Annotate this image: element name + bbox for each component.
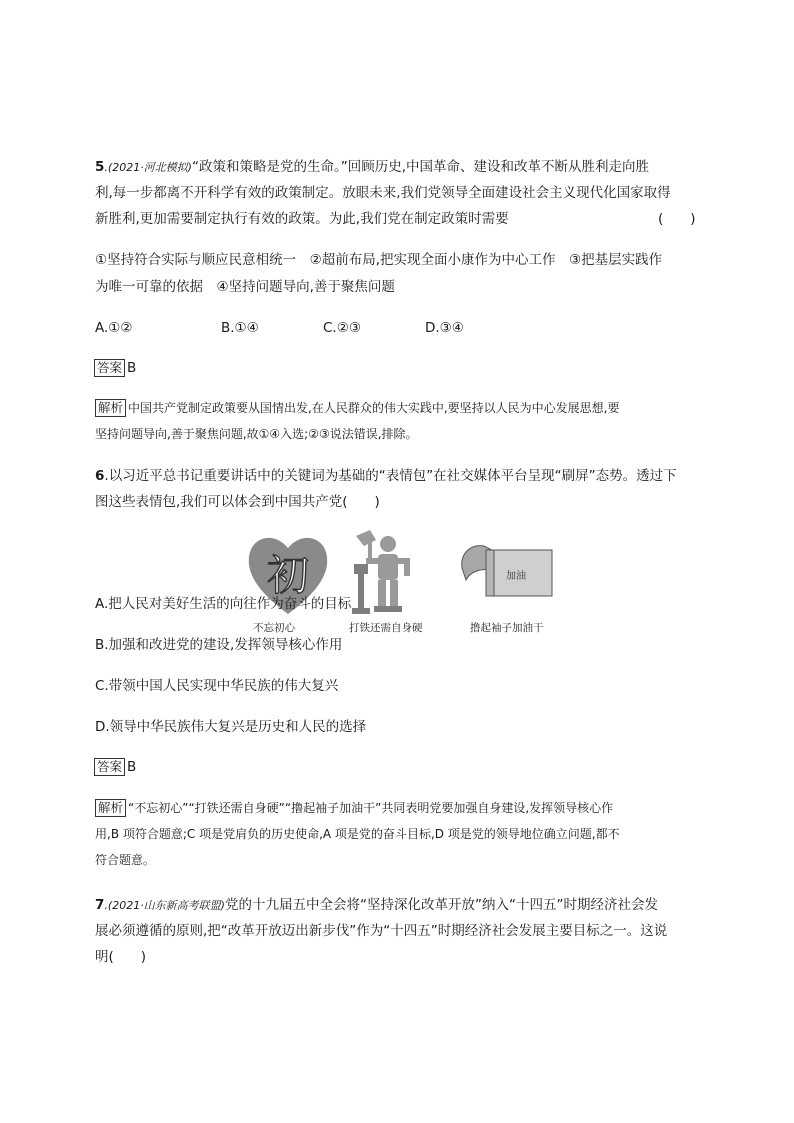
q5-stem-1: “政策和策略是党的生命。”回顾历史,中国革命、建设和改革不断从胜利走向胜 xyxy=(191,159,650,175)
q6-line-1 xyxy=(95,466,677,486)
explanation-label: 解析 xyxy=(95,799,126,817)
explanation-label: 解析 xyxy=(95,399,126,417)
jiayou-text: 加油 xyxy=(506,571,526,582)
q6-number: 6 xyxy=(95,468,105,484)
q6-explanation-3: 符合题意。 xyxy=(95,853,156,867)
q6-answer xyxy=(94,757,136,777)
q5-source: .(2021·河北模拟) xyxy=(104,161,192,174)
blacksmith-icon xyxy=(352,530,410,614)
image-caption-3: 撸起袖子加油干 xyxy=(470,622,544,634)
q7-line-1 xyxy=(95,895,658,916)
q5-answer xyxy=(94,358,136,378)
q5-explanation-text-1: 中国共产党制定政策要从国情出发,在人民群众的伟大实践中,要坚持以人民为中心发展思想,要 xyxy=(128,401,620,415)
q5-option-c: C.②③ xyxy=(323,320,361,336)
answer-label: 答案 xyxy=(94,758,125,776)
q6-explanation-1 xyxy=(95,798,613,818)
image-caption-2: 打铁还需自身硬 xyxy=(349,622,423,634)
blacksmith-figure-image xyxy=(350,528,414,618)
q6-option-a: A.把人民对美好生活的向往作为奋斗的目标 xyxy=(95,596,352,612)
q5-line-2: 利,每一步都离不开科学有效的政策制定。放眼未来,我们党领导全面建设社会主义现代化国家取得 xyxy=(95,185,671,201)
q6-explanation-2: 用,B 项符合题意;C 项是党肩负的历史使命,A 项是党的奋斗目标,D 项是党的领导地位确立问题,都不 xyxy=(95,827,620,841)
image-caption-1: 不忘初心 xyxy=(253,622,295,634)
q6-line-2: 图这些表情包,我们可以体会到中国共产党( ) xyxy=(95,494,380,510)
rolled-sleeve-image xyxy=(458,540,558,606)
q7-line-2: 展必须遵循的原则,把“改革开放迈出新步伐”作为“十四五”时期经济社会发展主要目标之一。这说 xyxy=(95,923,668,939)
q5-items-1: ①坚持符合实际与顺应民意相统一 ②超前布局,把实现全面小康作为中心工作 ③把基层实践作 xyxy=(95,252,663,268)
q7-line-3: 明( ) xyxy=(95,949,147,965)
q5-number: 5 xyxy=(95,159,105,175)
q7-stem-1: 党的十九届五中全会将“坚持深化改革开放”纳入“十四五”时期经济社会发 xyxy=(224,897,658,913)
q5-explanation-1 xyxy=(95,398,619,418)
q6-option-c: C.带领中国人民实现中华民族的伟大复兴 xyxy=(95,678,339,694)
q5-option-b: B.①④ xyxy=(221,320,259,336)
q6-option-b: B.加强和改进党的建设,发挥领导核心作用 xyxy=(95,637,343,653)
q5-option-d: D.③④ xyxy=(425,320,464,336)
q6-stem-1: .以习近平总书记重要讲话中的关键词为基础的“表情包”在社交媒体平台呈现“刷屏”态势。透过下 xyxy=(104,468,677,484)
q7-number: 7 xyxy=(95,897,105,913)
q5-option-a: A.①② xyxy=(95,320,133,336)
chu-glyph: 初 xyxy=(266,551,310,600)
q7-source: .(2021·山东新高考联盟) xyxy=(104,899,225,912)
q5-answer-value: B xyxy=(127,360,137,376)
q5-line-3: 新胜利,更加需要制定执行有效的政策。为此,我们党在制定政策时需要 xyxy=(95,211,509,227)
q6-option-d: D.领导中华民族伟大复兴是历史和人民的选择 xyxy=(95,719,367,735)
q6-answer-value: B xyxy=(127,759,137,775)
q5-answer-paren: ( ) xyxy=(658,211,696,227)
q5-items-2: 为唯一可靠的依据 ④坚持问题导向,善于聚焦问题 xyxy=(95,279,395,295)
answer-label: 答案 xyxy=(94,359,125,377)
q5-explanation-2: 坚持问题导向,善于聚焦问题,故①④入选;②③说法错误,排除。 xyxy=(95,427,418,441)
q5-line-1 xyxy=(95,157,649,178)
q6-explanation-text-1: “不忘初心”“打铁还需自身硬”“撸起袖子加油干”共同表明党要加强自身建设,发挥领导核心作 xyxy=(128,801,614,815)
